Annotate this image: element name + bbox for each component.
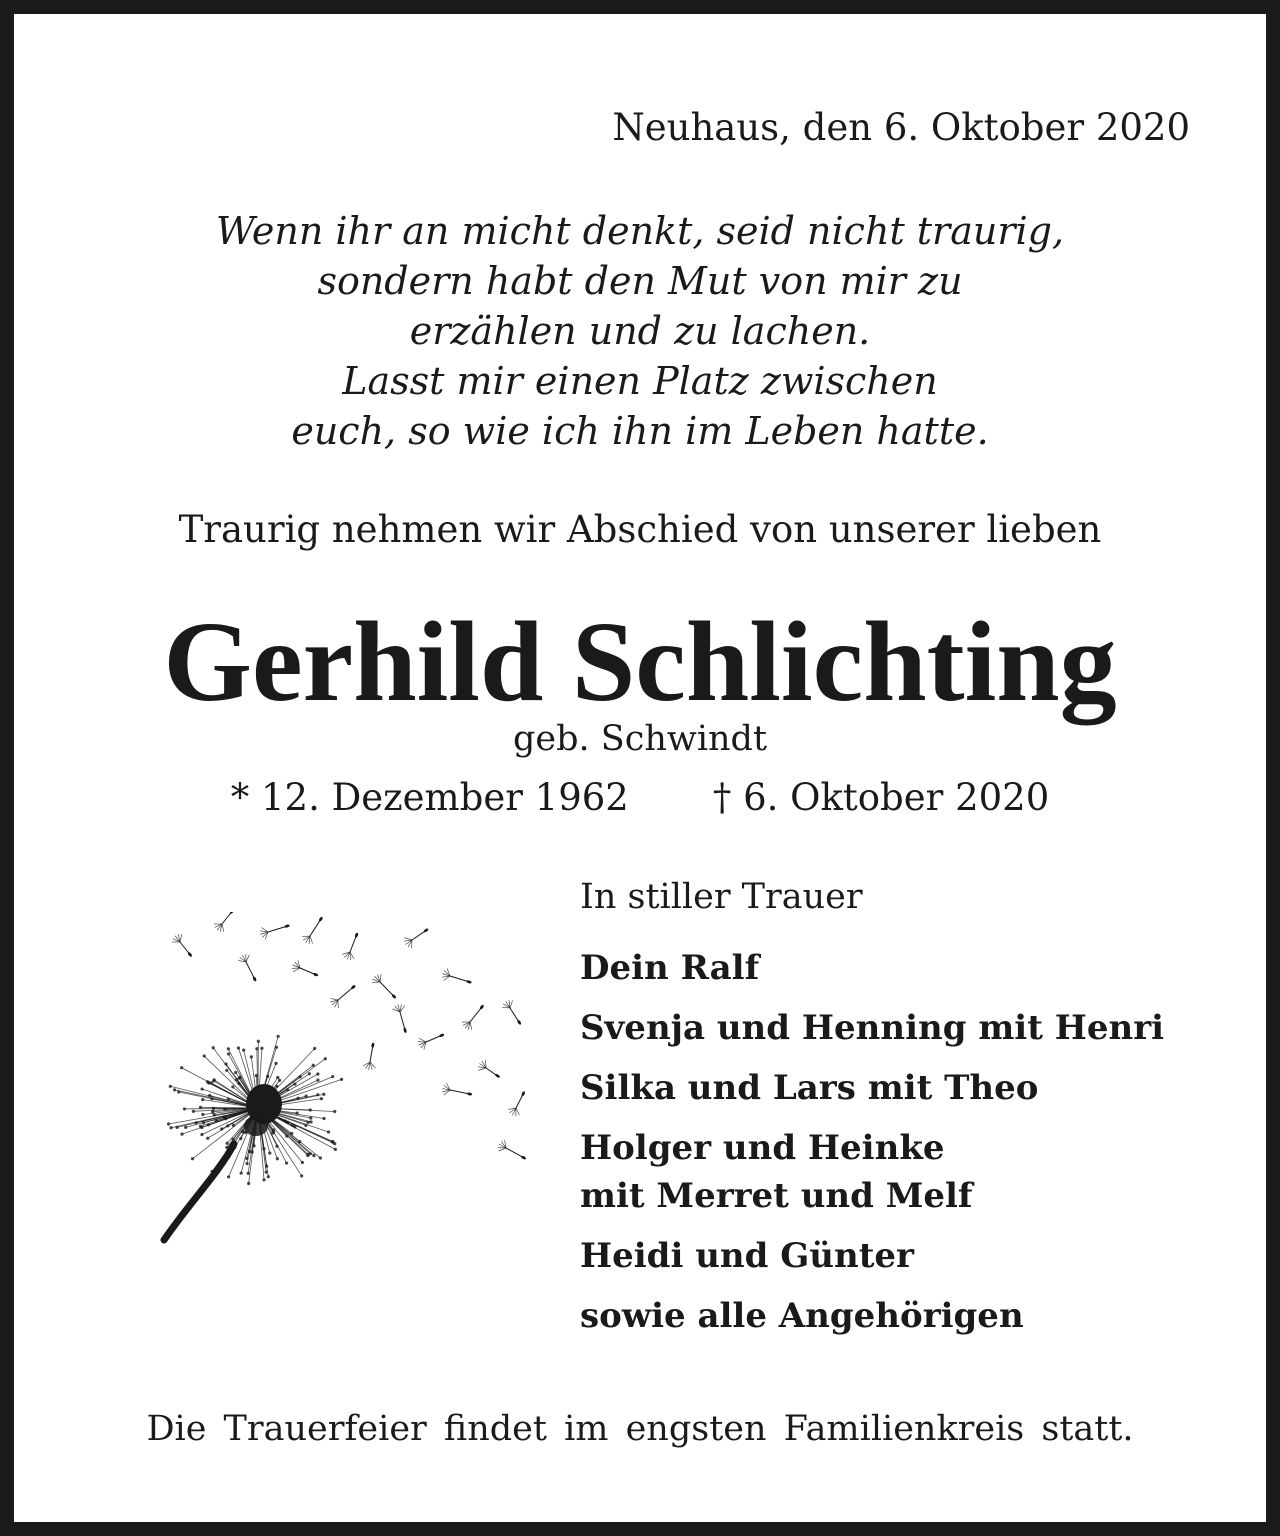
mourner-group (580, 1232, 1220, 1280)
verse-line: sondern habt den Mut von mir zu (317, 259, 963, 303)
deceased-name: Gerhild Schlichting (163, 598, 1117, 725)
mourner-line: Dein Ralf (580, 948, 760, 988)
mourner-line: Heidi und Günter (580, 1236, 914, 1276)
mourner-group (580, 1124, 1220, 1220)
place-date: Neuhaus, den 6. Oktober 2020 (612, 106, 1190, 149)
mourner-group (580, 1064, 1220, 1112)
maiden-name: geb. Schwindt (512, 719, 768, 759)
funeral-note: Die Trauerfeier findet im engsten Familienkreis statt. (146, 1409, 1134, 1449)
death-date: † 6. Oktober 2020 (712, 776, 1050, 819)
dandelion-icon (150, 912, 540, 1252)
mourner-line: Silka und Lars mit Theo (580, 1068, 1039, 1108)
mourner-line: Holger und Heinke (580, 1128, 945, 1168)
verse-line: erzählen und zu lachen. (409, 309, 871, 353)
mourner-group (580, 1004, 1220, 1052)
verse-line: Lasst mir einen Platz zwischen (342, 359, 938, 403)
mourner-group (580, 1292, 1220, 1340)
verse-line: Wenn ihr an micht denkt, seid nicht traurig, (215, 209, 1065, 253)
mourner-group (580, 944, 1220, 992)
verse-line: euch, so wie ich ihn im Leben hatte. (291, 409, 989, 453)
mourners-section (580, 876, 1220, 1352)
birth-date: * 12. Dezember 1962 (230, 776, 629, 819)
mourner-line: mit Merret und Melf (580, 1176, 973, 1216)
life-dates (14, 776, 1266, 820)
farewell-intro: Traurig nehmen wir Abschied von unserer lieben (178, 508, 1102, 551)
mourning-note: In stiller Trauer (580, 877, 863, 917)
memorial-verse (14, 206, 1266, 456)
mourner-line: Svenja und Henning mit Henri (580, 1008, 1165, 1048)
mourner-line: sowie alle Angehörigen (580, 1296, 1024, 1336)
